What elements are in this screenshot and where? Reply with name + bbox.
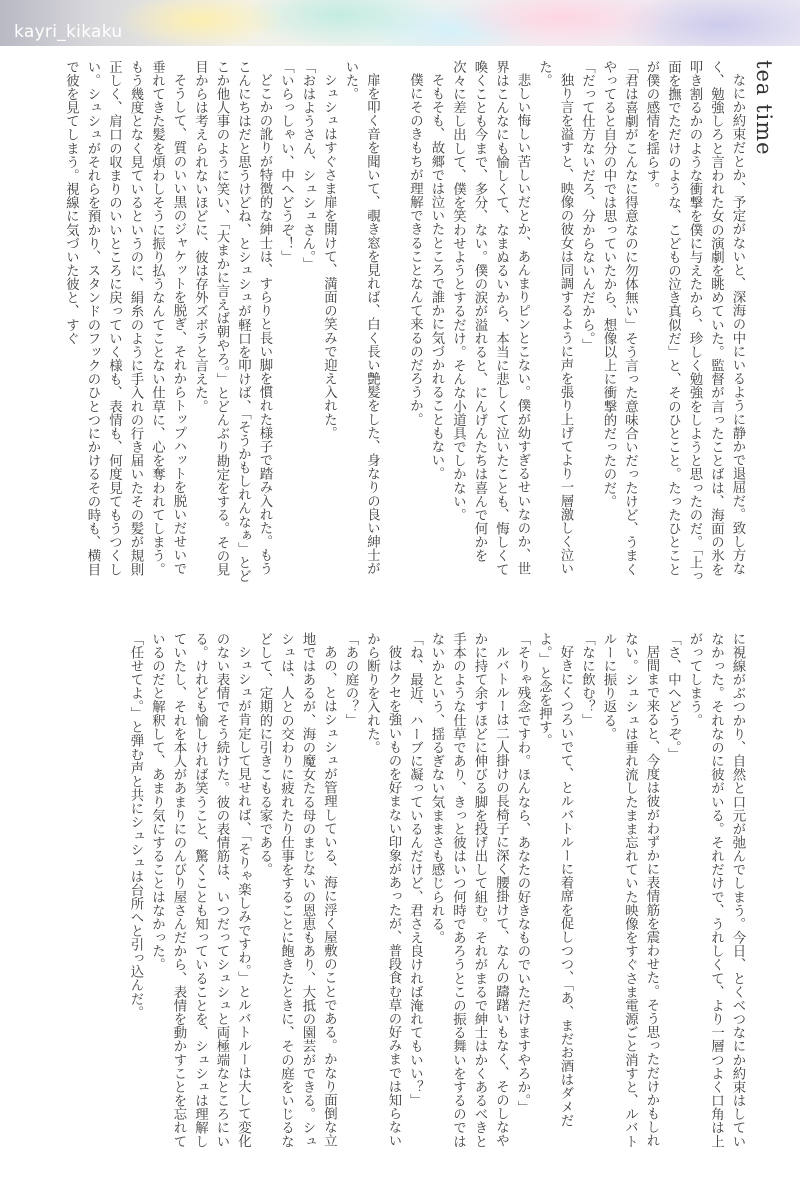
paragraph: 扉を叩く音を聞いて、覗き窓を見れば、白く長い艶髪をした、身なりの良い紳士がいた。 [343,60,380,576]
paragraph: 彼はクセを強いものを好まない印象があったが、普段食む草の好みまでは知らないから断りを入れた。 [364,632,401,1148]
paragraph: に視線がぶつかり、自然と口元が弛んでしまう。今日、とくべつなにか約束はしていなかった。それなのに彼がいる。それだけで、うれしくて、より一層つよく口角は上がってしまう。 [687,632,745,1149]
paragraph: 「君は喜劇がこんなに得意なのに勿体無い」そう言った意味合いだったけど、うまくやってると自分の中では思っていたから、想像以上に衝撃的だったのだ。 [601,60,638,577]
paragraph: 独り言を溢すと、映像の彼女は同調するように声を張り上げてより一層激しく泣いた。 [536,60,573,576]
blank-line [383,60,405,585]
paragraph: 好きにくつろいでて、とルバトルーに着席を促しつつ、「あ、まだお酒はダメだよ。」と念を押す。 [536,632,573,1128]
paragraph: 僕にそのきもちが理解できることなんて来るのだろうか。 [407,73,423,427]
paragraph: シュシュはすぐさま扉を開けて、満面の笑みで迎え入れた。 [321,73,337,441]
paragraph: なにか約束だとか、予定がないと、深海の中にいるように静かで退屈だ。致し方なく、勉強しろと言われた女の演劇を眺めていた。監督が言ったことばは、海面の氷を叩き割るかのような衝撃を僕に与えたから、珍しく勉強をしようと思ったのだ。「上っ面を撫でただけのような、こどもの泣き真似だ」と、そのひとこと。たったひとことが僕の感情を揺らす。 [644,60,745,583]
paragraph: どこかの訛りが特徴的な紳士は、すらりと長い脚を慣れた様子で踏み入れた。もうこんにちはだと思うけどね、とシュシュが軽口を叩けば、「そうかもしれんなぁ」とどこか他人事のように笑い、「大まかに言えば朝やろ。」とどんぶり勘定をする。その見目からは考えられないほどに、彼は存外ズボラと言えた。 [192,60,272,583]
upper-text-block [40,60,748,585]
paragraph: そうして、質のいい黒のジャケットを脱ぎ、それからトップハットを脱いだせいで垂れてきた髪を煩わしそうに振り払うなんてことない仕草に、心を奪われてしまう。もう幾度となく見ているというのに、絹糸のように手入れの行き届いたその髪が規則正しく、肩口の収まりのいいところに戻っていく様も、表情も、何度見てもうつくしい。シュシュがそれらを預かり、スタンドのフックのひとつにかけるその時も、横目で彼を見てしまう。視線に気づいた彼と、すぐ [63,60,186,577]
header-banner [0,0,800,46]
paragraph: 「さ、中へどうぞ。」 [665,632,681,762]
paragraph: あの、とはシュシュが管理している、海に浮く屋敷のことである。かなり面倒な立地ではあるが、海の魔女たる母のまじないの恩恵もあり、大抵の園芸ができる。シュシュは、人との交わりに疲れたり仕事をすることに飽きたときに、その庭をいじるなどして、定期的に引きこもる家である。 [257,632,337,1149]
paragraph: 「いらっしゃい、中へどうぞ！」 [278,60,294,264]
paragraph: 「あの庭の？」 [343,632,358,728]
paragraph: 居間まで来ると、今度は彼がわずかに表情筋を震わせた。そう思っただけかもしれない。シュシュは垂れ流したまま忘れていた映像をすぐさま電源ごと消すと、ルバトルーに振り返る。 [601,632,659,1149]
lower-text-block [40,632,748,1152]
paragraph: 「ね、最近、ハーブに凝っているんだけど、君さえ良ければ淹れてもいい？」 [407,632,423,1108]
paragraph: ルバトルーは二人掛けの長椅子に深く腰掛けて、なんの躊躇いもなく、そのしなやかに持て余すほどに伸びる脚を投げ出して組む。それがまるで紳士はかくあるべきと手本のような仕草であり、きっと彼はいつ何時であろうとこの振る舞いをするのではないかという、揺るぎない気ままさも感じられる。 [429,632,509,1149]
paragraph: そもそも、故郷では泣いたところで誰かに気づかれることもない。 [429,73,444,481]
paragraph: 「おはようさん、シュシュさん。」 [300,60,315,271]
paragraph: 「なに飲む？」 [579,632,595,728]
paragraph: 「任せてよ。」と弾む声と共にシュシュは台所へと引っ込んだ。 [128,632,143,1020]
paragraph: 「だって仕方ないだろ、分からないんだから。」 [579,60,595,353]
author-tag: kayri_kikaku [14,22,123,42]
paragraph: 「そりゃ残念ですわ。ほんなら、あなたの好きなものでいただけますやろか。」 [515,632,530,1115]
paragraph: 悲しい悔しい苦しいだとか、あんまりピンとこない。僕が幼すぎるせいなのか、世界はこんなにも愉しくて、なまぬるいから、本当に悲しくて泣いたことも、悔しくて喚くことも今まで、多分、ない。僕の涙が溢れると、にんげんたちは喜んで何かを次々に差し出して、僕を笑わせようとするだけ。そんな小道具でしかない。 [450,60,530,577]
page-title: tea time [752,60,776,156]
paragraph: シュシュが肯定して見せれば、「そりゃ楽しみですわ。」とルバトルーは大して変化のない表情でそう続けた。彼の表情筋は、いつだってシュシュと両極端なところにいる。けれども愉しければ笑うこと、驚くことも知っていることを、シュシュは理解していたし、それを本人があまりにのんびり屋さんだから、表情を動かすことを忘れているのだと解釈して、あまり気にすることはなかった。 [149,632,251,1149]
